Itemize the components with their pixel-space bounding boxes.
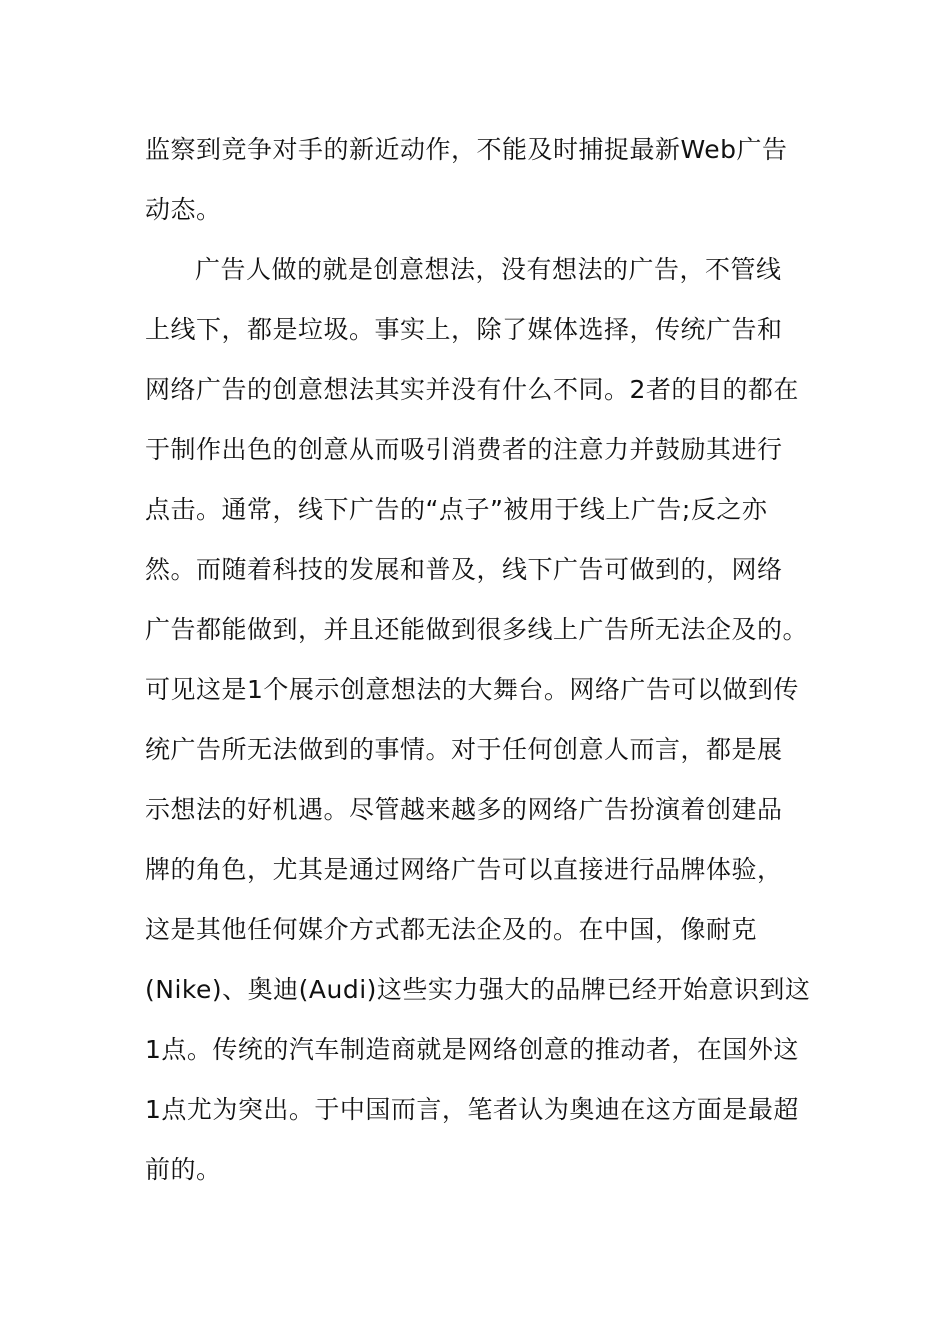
text-line: 牌的角色，尤其是通过网络广告可以直接进行品牌体验， (145, 855, 783, 884)
text-line: 点击。通常，线下广告的“点子”被用于线上广告;反之亦 (145, 495, 768, 524)
text-line: 监察到竞争对手的新近动作，不能及时捕捉最新Web广告 (145, 135, 788, 164)
text-line: 然。而随着科技的发展和普及，线下广告可做到的，网络 (145, 555, 783, 584)
paragraph-first-line: 广告人做的就是创意想法，没有想法的广告，不管线 (195, 255, 782, 284)
text-line: 网络广告的创意想法其实并没有什么不同。2者的目的都在 (145, 375, 799, 404)
text-line: 统广告所无法做到的事情。对于任何创意人而言，都是展 (145, 735, 783, 764)
text-line: 于制作出色的创意从而吸引消费者的注意力并鼓励其进行 (145, 435, 783, 464)
text-line: 这是其他任何媒介方式都无法企及的。在中国，像耐克 (145, 915, 758, 944)
text-line: 前的。 (145, 1155, 222, 1184)
text-line: (Nike)、奥迪(Audi)这些实力强大的品牌已经开始意识到这 (145, 975, 811, 1004)
text-line: 1点尤为突出。于中国而言，笔者认为奥迪在这方面是最超 (145, 1095, 799, 1124)
text-line: 示想法的好机遇。尽管越来越多的网络广告扮演着创建品 (145, 795, 783, 824)
text-line: 广告都能做到，并且还能做到很多线上广告所无法企及的。 (145, 615, 809, 644)
text-line: 上线下，都是垃圾。事实上，除了媒体选择，传统广告和 (145, 315, 783, 344)
text-line: 1点。传统的汽车制造商就是网络创意的推动者，在国外这 (145, 1035, 799, 1064)
text-line: 可见这是1个展示创意想法的大舞台。网络广告可以做到传 (145, 675, 799, 704)
text-line: 动态。 (145, 195, 222, 224)
